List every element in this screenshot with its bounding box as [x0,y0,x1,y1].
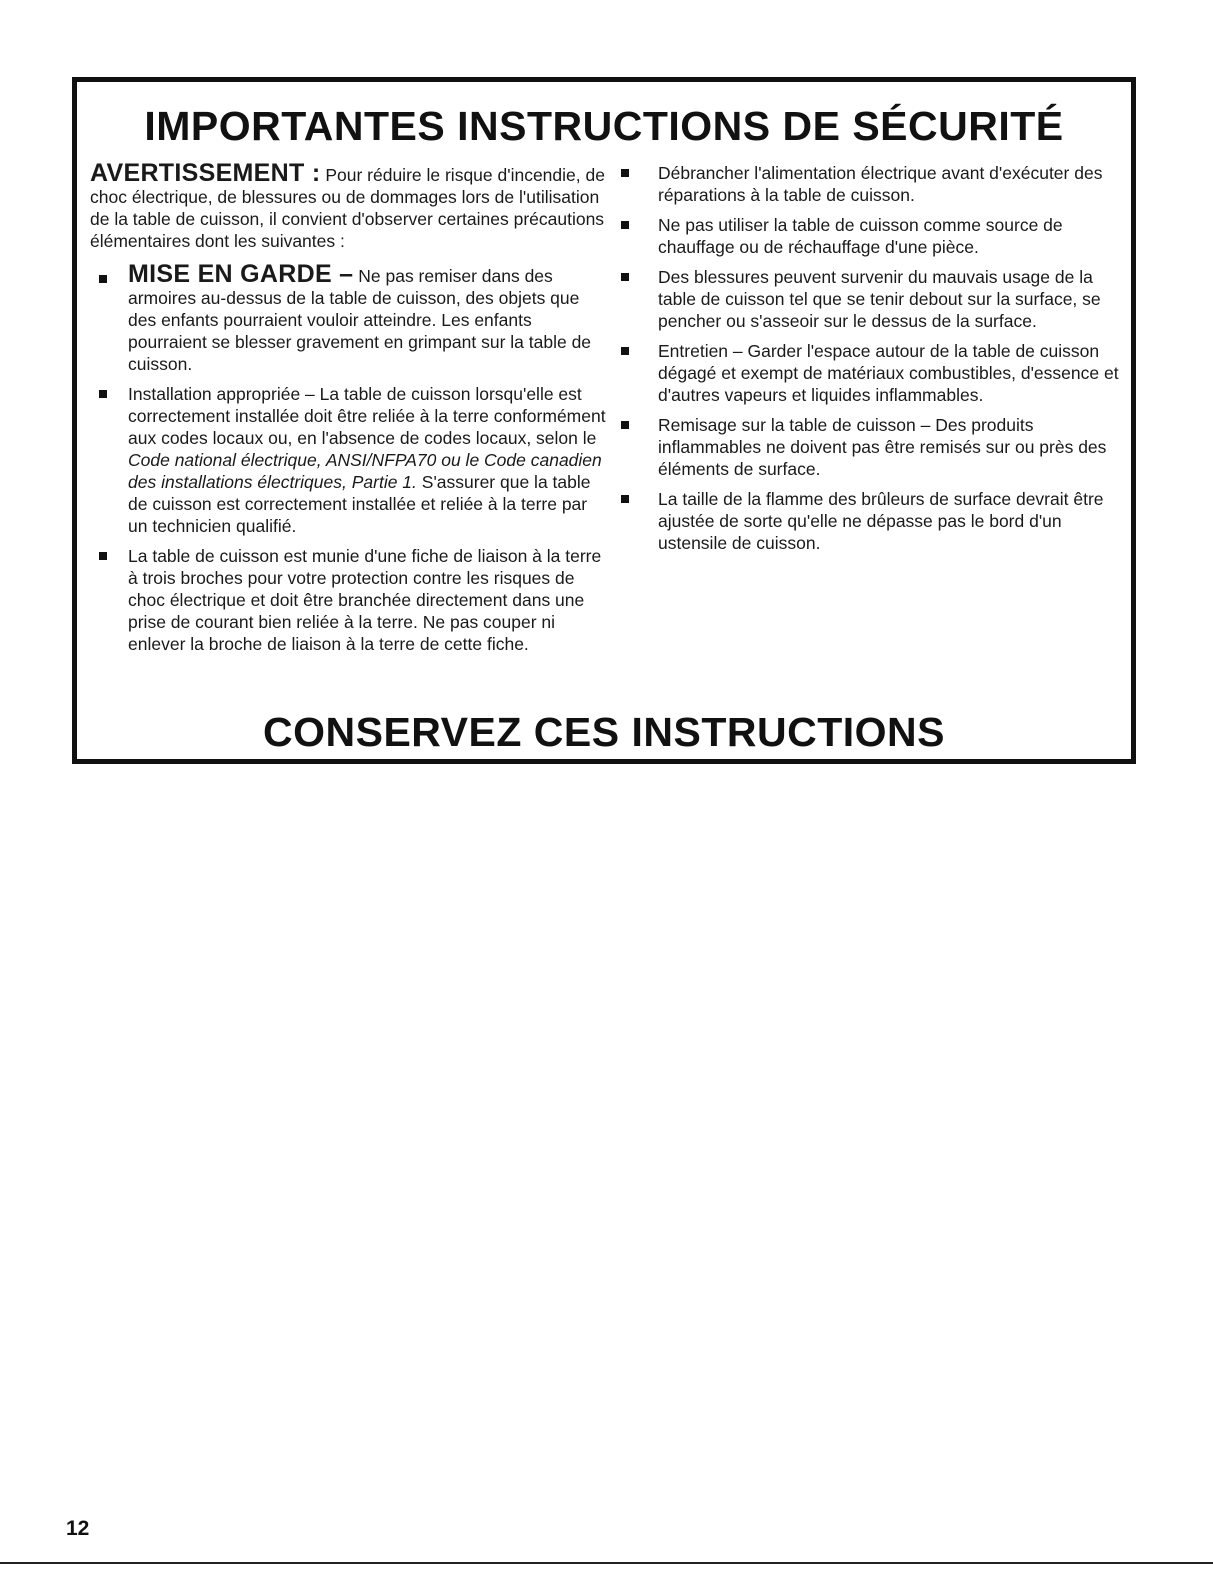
list-item-text: Des blessures peuvent survenir du mauvais usage de la table de cuisson tel que se tenir debout sur la surface, se pencher ou s'asseoir sur le dessus de la surface. [658,267,1101,331]
list-item-text: Débrancher l'alimentation électrique avant d'exécuter des réparations à la table de cuisson. [658,163,1103,205]
safety-instructions-box [72,77,1136,764]
left-bullet-list [90,260,610,655]
list-item [612,340,1127,406]
list-item-caution [90,260,610,375]
plug-text: La table de cuisson est munie d'une fiche de liaison à la terre à trois broches pour votre protection contre les risques de choc électrique et doit être branchée directement dans une prise de courant bien reliée à la terre. Ne pas couper ni enlever la broche de liaison à la terre de cette fiche. [128,546,602,654]
list-item [612,414,1127,480]
bullet-square-icon [621,169,629,177]
bullet-square-icon [621,347,629,355]
list-item [612,488,1127,554]
warning-label: AVERTISSEMENT : [90,159,321,187]
installation-code-reference: Code national électrique, ANSI/NFPA70 ou le Code canadien des installations électriques, Partie 1. [128,450,602,492]
bullet-square-icon [621,421,629,429]
list-item-plug [90,545,610,655]
list-item [612,162,1127,206]
safety-title: IMPORTANTES INSTRUCTIONS DE SÉCURITÉ [144,103,1064,149]
list-item-text: La taille de la flamme des brûleurs de surface devrait être ajustée de sorte qu'elle ne dépasse pas le bord d'un ustensile de cuisson. [658,489,1104,553]
list-item-text: Entretien – Garder l'espace autour de la table de cuisson dégagé et exempt de matériaux combustibles, d'essence et d'autres vapeurs et liquides inflammables. [658,341,1119,405]
bottom-divider [0,1562,1213,1564]
right-bullet-list [612,162,1127,554]
list-item [612,214,1127,258]
list-item-text: Ne pas utiliser la table de cuisson comme source de chauffage ou de réchauffage d'une pièce. [658,215,1063,257]
warning-paragraph [90,159,610,252]
list-item-installation [90,383,610,537]
list-item-text: Remisage sur la table de cuisson – Des produits inflammables ne doivent pas être remisés sur ou près des éléments de surface. [658,415,1107,479]
installation-text-start: Installation appropriée – La table de cuisson lorsqu'elle est correctement installée doit être reliée à la terre conformément aux codes locaux ou, en l'absence de codes locaux, selon le [128,384,606,448]
save-instructions-footer: CONSERVEZ CES INSTRUCTIONS [263,709,945,755]
bullet-square-icon [621,273,629,281]
warning-text: Pour réduire le risque d'incendie, de choc électrique, de blessures ou de dommages lors de l'utilisation de la table de cuisson, il convient d'observer certaines précautions élémentaires dont les suivantes : [90,165,605,251]
left-column [90,159,610,663]
caution-text: Ne pas remiser dans des armoires au-dessus de la table de cuisson, des objets que des enfants pourraient vouloir atteindre. Les enfants pourraient se blesser gravement en grimpant sur la table de cuisson. [128,266,592,374]
page-number: 12 [66,1517,90,1540]
list-item [612,266,1127,332]
installation-text-end: S'assurer que la table de cuisson est correctement installée et reliée à la terre par un technicien qualifié. [128,472,591,536]
bullet-square-icon [99,390,107,398]
caution-label: MISE EN GARDE – [128,260,354,288]
bullet-square-icon [621,495,629,503]
bullet-square-icon [621,221,629,229]
bullet-square-icon [99,552,107,560]
right-column [612,162,1127,562]
bullet-square-icon [99,275,107,283]
